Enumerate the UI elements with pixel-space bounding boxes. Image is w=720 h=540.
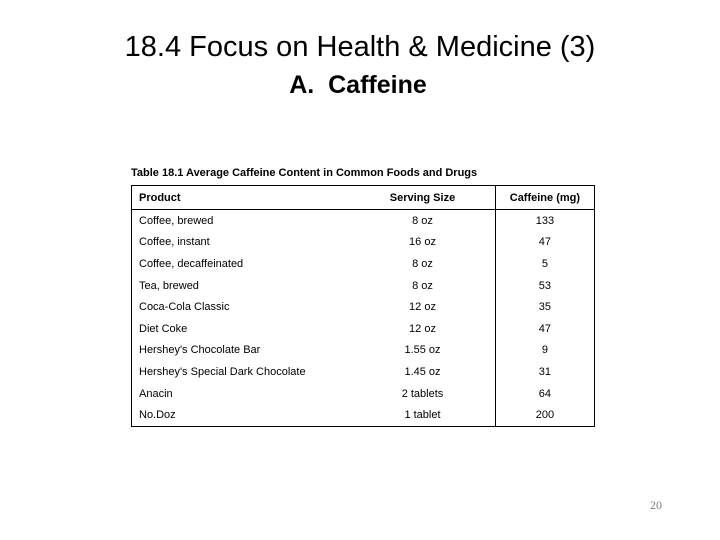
serving-size-cell: 16 oz xyxy=(350,232,495,254)
table-row xyxy=(132,253,595,275)
product-cell: Coffee, instant xyxy=(139,236,210,249)
product-cell: Diet Coke xyxy=(139,322,188,335)
serving-size-cell: 1 tablet xyxy=(350,404,495,426)
product-cell: Hershey's Special Dark Chocolate xyxy=(139,365,306,378)
product-cell: Coffee, decaffeinated xyxy=(139,257,244,270)
table-caption: Table 18.1 Average Caffeine Content in Common Foods and Drugs xyxy=(131,167,478,179)
serving-size-cell: 1.45 oz xyxy=(350,361,495,383)
table-row xyxy=(132,275,595,297)
table-row xyxy=(132,296,595,318)
caffeine-cell: 133 xyxy=(535,214,555,227)
product-cell: Hershey's Chocolate Bar xyxy=(139,344,261,357)
product-cell: Coca-Cola Classic xyxy=(139,301,230,314)
product-cell: Tea, brewed xyxy=(139,279,199,292)
slide-subtitle: A. Caffeine xyxy=(289,71,427,99)
serving-size-cell: 8 oz xyxy=(350,275,495,297)
product-cell: Anacin xyxy=(139,387,173,400)
caffeine-cell: 5 xyxy=(541,257,548,270)
serving-size-cell: 12 oz xyxy=(350,318,495,340)
header-product: Product xyxy=(132,186,351,210)
header-caffeine: Caffeine (mg) xyxy=(495,186,594,210)
header-serving-size: Serving Size xyxy=(350,186,495,210)
caffeine-cell: 31 xyxy=(538,365,552,378)
caffeine-cell: 35 xyxy=(538,301,552,314)
slide-title: 18.4 Focus on Health & Medicine (3) xyxy=(124,31,596,63)
serving-size-cell: 12 oz xyxy=(350,296,495,318)
serving-size-cell: 8 oz xyxy=(350,210,495,232)
caffeine-cell: 47 xyxy=(538,236,552,249)
table-row xyxy=(132,340,595,362)
serving-size-cell: 2 tablets xyxy=(350,383,495,405)
table-row xyxy=(132,361,595,383)
caffeine-cell: 53 xyxy=(538,279,552,292)
serving-size-cell: 8 oz xyxy=(350,253,495,275)
serving-size-cell: 1.55 oz xyxy=(350,340,495,362)
table-row xyxy=(132,210,595,232)
table-row xyxy=(132,232,595,254)
caffeine-cell: 64 xyxy=(538,387,552,400)
caffeine-cell: 200 xyxy=(535,409,555,422)
caffeine-table xyxy=(131,185,595,427)
table-row xyxy=(132,318,595,340)
product-cell: No.Doz xyxy=(139,409,176,422)
table-row xyxy=(132,383,595,405)
caffeine-cell: 9 xyxy=(541,344,548,357)
table-header-row xyxy=(132,186,595,210)
page-number: 20 xyxy=(650,498,662,512)
table-row xyxy=(132,404,595,426)
caffeine-cell: 47 xyxy=(538,322,552,335)
product-cell: Coffee, brewed xyxy=(139,214,214,227)
